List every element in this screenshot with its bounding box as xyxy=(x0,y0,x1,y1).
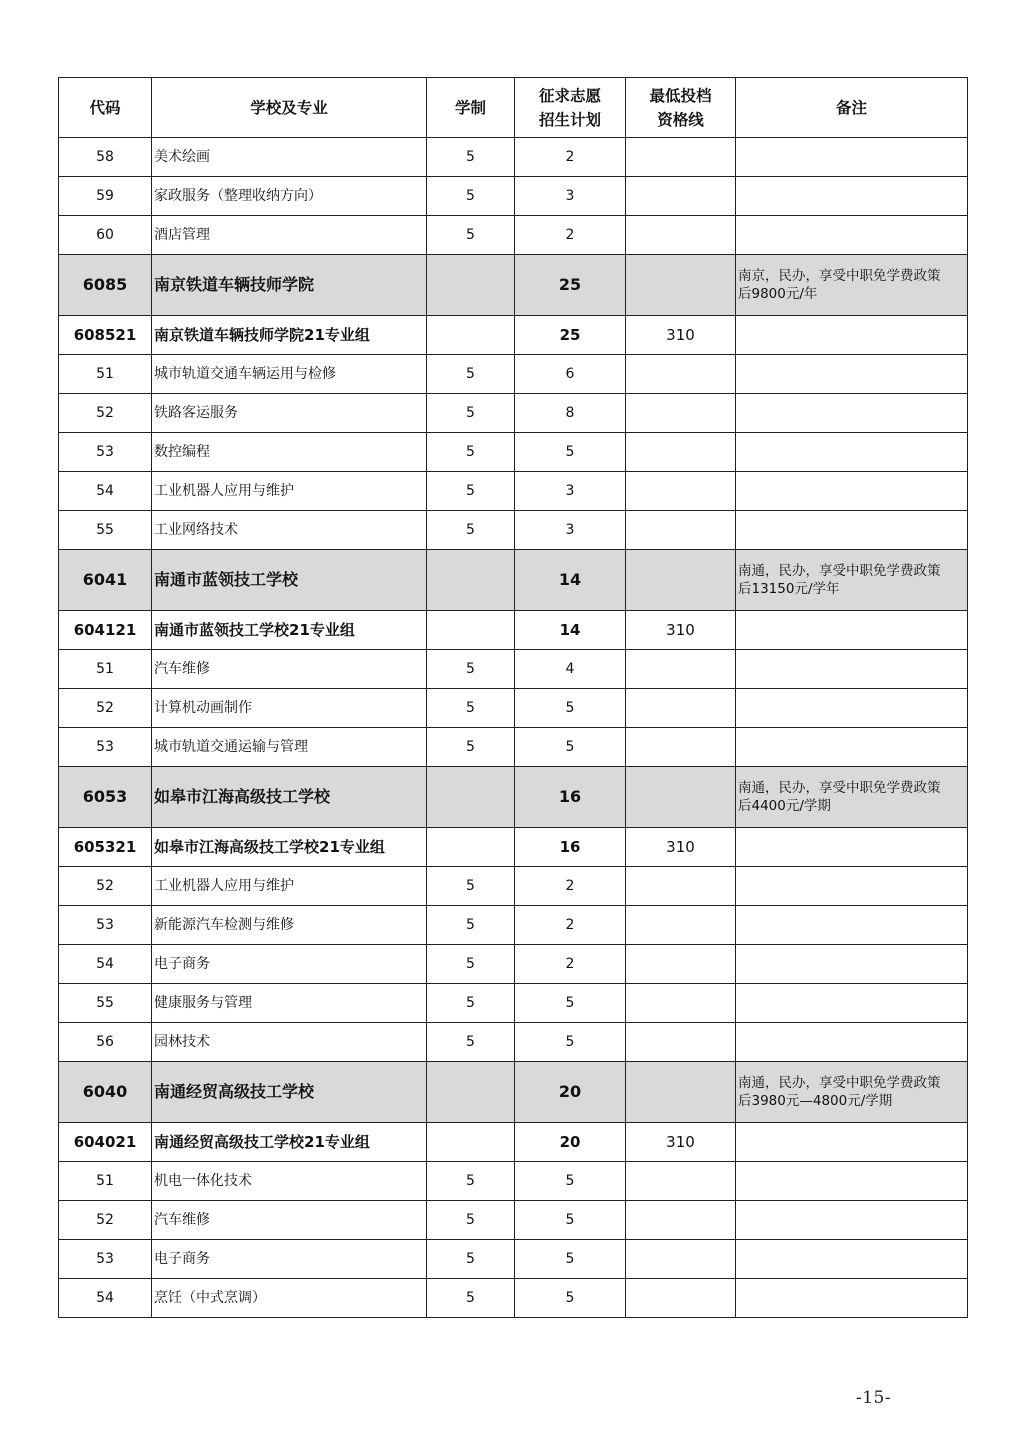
cell-score xyxy=(626,355,736,394)
cell-remark xyxy=(736,550,968,611)
cell-years: 5 xyxy=(427,433,515,472)
header-school: 学校及专业 xyxy=(152,78,427,138)
cell-score xyxy=(626,255,736,316)
cell-remark xyxy=(736,1162,968,1201)
cell-plan: 4 xyxy=(515,650,626,689)
cell-remark xyxy=(736,945,968,984)
cell-name: 如皋市江海高级技工学校21专业组 xyxy=(152,828,427,867)
header-plan-line1: 征求志愿 xyxy=(538,86,601,105)
table-body xyxy=(59,138,968,1318)
table-row xyxy=(59,1162,968,1201)
table-row xyxy=(59,394,968,433)
table-row xyxy=(59,984,968,1023)
cell-remark xyxy=(736,255,968,316)
cell-score: 310 xyxy=(626,1123,736,1162)
cell-years: 5 xyxy=(427,216,515,255)
cell-code: 58 xyxy=(59,138,152,177)
cell-code: 52 xyxy=(59,867,152,906)
cell-plan: 3 xyxy=(515,511,626,550)
group-row xyxy=(59,611,968,650)
cell-score xyxy=(626,216,736,255)
cell-score xyxy=(626,906,736,945)
cell-name: 南通经贸高级技工学校21专业组 xyxy=(152,1123,427,1162)
cell-plan: 5 xyxy=(515,1162,626,1201)
cell-code: 54 xyxy=(59,945,152,984)
cell-code: 55 xyxy=(59,984,152,1023)
cell-years: 5 xyxy=(427,1279,515,1318)
cell-remark xyxy=(736,355,968,394)
cell-name: 南京铁道车辆技师学院21专业组 xyxy=(152,316,427,355)
cell-years: 5 xyxy=(427,1162,515,1201)
table-row xyxy=(59,1201,968,1240)
remark-line: 后13150元/学年 xyxy=(738,581,840,597)
cell-name: 美术绘画 xyxy=(152,138,427,177)
remark-line: 后9800元/年 xyxy=(738,286,818,302)
cell-name: 城市轨道交通车辆运用与检修 xyxy=(152,355,427,394)
cell-remark xyxy=(736,689,968,728)
cell-years: 5 xyxy=(427,945,515,984)
cell-plan: 6 xyxy=(515,355,626,394)
cell-code: 6085 xyxy=(59,255,152,316)
cell-years: 5 xyxy=(427,1201,515,1240)
cell-plan: 20 xyxy=(515,1123,626,1162)
cell-score xyxy=(626,984,736,1023)
table-row xyxy=(59,216,968,255)
cell-score xyxy=(626,177,736,216)
cell-remark xyxy=(736,1201,968,1240)
table-row xyxy=(59,906,968,945)
cell-remark xyxy=(736,138,968,177)
group-row xyxy=(59,1123,968,1162)
cell-score xyxy=(626,1201,736,1240)
cell-code: 55 xyxy=(59,511,152,550)
cell-name: 电子商务 xyxy=(152,1240,427,1279)
cell-score xyxy=(626,1240,736,1279)
cell-years: 5 xyxy=(427,394,515,433)
cell-years: 5 xyxy=(427,984,515,1023)
table-row xyxy=(59,177,968,216)
cell-years: 5 xyxy=(427,138,515,177)
cell-score xyxy=(626,650,736,689)
cell-remark xyxy=(736,867,968,906)
cell-remark xyxy=(736,650,968,689)
cell-years xyxy=(427,255,515,316)
cell-name: 铁路客运服务 xyxy=(152,394,427,433)
cell-years: 5 xyxy=(427,867,515,906)
cell-remark xyxy=(736,767,968,828)
cell-years: 5 xyxy=(427,355,515,394)
group-row xyxy=(59,316,968,355)
cell-score xyxy=(626,728,736,767)
cell-score xyxy=(626,1023,736,1062)
cell-code: 54 xyxy=(59,1279,152,1318)
cell-name: 烹饪（中式烹调） xyxy=(152,1279,427,1318)
cell-plan: 2 xyxy=(515,216,626,255)
cell-plan: 5 xyxy=(515,1240,626,1279)
cell-remark xyxy=(736,828,968,867)
header-remark: 备注 xyxy=(736,78,968,138)
cell-years xyxy=(427,550,515,611)
cell-name: 健康服务与管理 xyxy=(152,984,427,1023)
cell-plan: 25 xyxy=(515,255,626,316)
cell-score xyxy=(626,867,736,906)
table-row xyxy=(59,355,968,394)
table-row xyxy=(59,433,968,472)
cell-score xyxy=(626,550,736,611)
header-plan-line2: 招生计划 xyxy=(538,110,601,129)
school-row xyxy=(59,255,968,316)
cell-remark xyxy=(736,316,968,355)
header-plan xyxy=(515,78,626,138)
cell-years: 5 xyxy=(427,177,515,216)
table-row xyxy=(59,689,968,728)
cell-name: 数控编程 xyxy=(152,433,427,472)
cell-years: 5 xyxy=(427,728,515,767)
cell-code: 6053 xyxy=(59,767,152,828)
cell-code: 51 xyxy=(59,355,152,394)
table-header-row xyxy=(59,78,968,138)
cell-years: 5 xyxy=(427,1240,515,1279)
cell-plan: 5 xyxy=(515,728,626,767)
cell-code: 605321 xyxy=(59,828,152,867)
table-row xyxy=(59,650,968,689)
cell-remark xyxy=(736,394,968,433)
header-code: 代码 xyxy=(59,78,152,138)
remark-line: 后3980元—4800元/学期 xyxy=(738,1093,893,1109)
cell-code: 604021 xyxy=(59,1123,152,1162)
cell-code: 52 xyxy=(59,689,152,728)
header-score-line1: 最低投档 xyxy=(649,86,712,105)
cell-score: 310 xyxy=(626,316,736,355)
header-score xyxy=(626,78,736,138)
cell-plan: 5 xyxy=(515,1279,626,1318)
remark-line: 后4400元/学期 xyxy=(738,798,831,814)
cell-remark xyxy=(736,728,968,767)
cell-remark xyxy=(736,1279,968,1318)
cell-plan: 3 xyxy=(515,472,626,511)
cell-plan: 2 xyxy=(515,138,626,177)
cell-remark xyxy=(736,984,968,1023)
cell-score xyxy=(626,433,736,472)
cell-score xyxy=(626,767,736,828)
cell-years xyxy=(427,1062,515,1123)
cell-score xyxy=(626,394,736,433)
cell-code: 56 xyxy=(59,1023,152,1062)
table-row xyxy=(59,1279,968,1318)
group-row xyxy=(59,828,968,867)
cell-plan: 5 xyxy=(515,984,626,1023)
remark-line: 南京，民办，享受中职免学费政策 xyxy=(738,268,941,284)
cell-years: 5 xyxy=(427,689,515,728)
cell-remark xyxy=(736,611,968,650)
cell-plan: 20 xyxy=(515,1062,626,1123)
table-row xyxy=(59,1240,968,1279)
cell-code: 6041 xyxy=(59,550,152,611)
cell-code: 6040 xyxy=(59,1062,152,1123)
header-score-line2: 资格线 xyxy=(657,110,704,129)
cell-score xyxy=(626,1062,736,1123)
cell-name: 电子商务 xyxy=(152,945,427,984)
cell-plan: 5 xyxy=(515,433,626,472)
school-row xyxy=(59,767,968,828)
cell-score xyxy=(626,1162,736,1201)
cell-name: 新能源汽车检测与维修 xyxy=(152,906,427,945)
cell-score xyxy=(626,689,736,728)
cell-score: 310 xyxy=(626,828,736,867)
cell-code: 53 xyxy=(59,728,152,767)
cell-name: 工业网络技术 xyxy=(152,511,427,550)
cell-name: 计算机动画制作 xyxy=(152,689,427,728)
table-row xyxy=(59,728,968,767)
table-row xyxy=(59,472,968,511)
cell-plan: 5 xyxy=(515,1023,626,1062)
cell-score xyxy=(626,472,736,511)
cell-name: 工业机器人应用与维护 xyxy=(152,867,427,906)
cell-name: 园林技术 xyxy=(152,1023,427,1062)
cell-code: 51 xyxy=(59,650,152,689)
cell-score: 310 xyxy=(626,611,736,650)
cell-plan: 16 xyxy=(515,828,626,867)
admissions-table xyxy=(58,77,968,1318)
cell-code: 59 xyxy=(59,177,152,216)
cell-code: 60 xyxy=(59,216,152,255)
cell-years xyxy=(427,1123,515,1162)
cell-remark xyxy=(736,1023,968,1062)
cell-plan: 25 xyxy=(515,316,626,355)
cell-code: 52 xyxy=(59,394,152,433)
cell-name: 如皋市江海高级技工学校 xyxy=(152,767,427,828)
cell-plan: 16 xyxy=(515,767,626,828)
cell-name: 机电一体化技术 xyxy=(152,1162,427,1201)
cell-remark xyxy=(736,177,968,216)
cell-years: 5 xyxy=(427,1023,515,1062)
remark-line: 南通，民办，享受中职免学费政策 xyxy=(738,1075,941,1091)
cell-years: 5 xyxy=(427,650,515,689)
cell-name: 汽车维修 xyxy=(152,650,427,689)
remark-line: 南通，民办，享受中职免学费政策 xyxy=(738,780,941,796)
cell-years xyxy=(427,611,515,650)
cell-remark xyxy=(736,433,968,472)
cell-years: 5 xyxy=(427,906,515,945)
cell-name: 南通市蓝领技工学校 xyxy=(152,550,427,611)
cell-code: 53 xyxy=(59,433,152,472)
cell-code: 53 xyxy=(59,1240,152,1279)
cell-score xyxy=(626,945,736,984)
cell-code: 54 xyxy=(59,472,152,511)
cell-remark xyxy=(736,216,968,255)
cell-plan: 14 xyxy=(515,611,626,650)
page-number: -15- xyxy=(856,1388,892,1408)
table-row xyxy=(59,1023,968,1062)
cell-remark xyxy=(736,1062,968,1123)
cell-name: 酒店管理 xyxy=(152,216,427,255)
cell-code: 608521 xyxy=(59,316,152,355)
cell-years xyxy=(427,316,515,355)
cell-code: 52 xyxy=(59,1201,152,1240)
cell-remark xyxy=(736,1240,968,1279)
cell-years xyxy=(427,767,515,828)
cell-remark xyxy=(736,511,968,550)
table-row xyxy=(59,867,968,906)
cell-plan: 14 xyxy=(515,550,626,611)
cell-name: 汽车维修 xyxy=(152,1201,427,1240)
cell-remark xyxy=(736,472,968,511)
cell-score xyxy=(626,138,736,177)
cell-remark xyxy=(736,1123,968,1162)
school-row xyxy=(59,1062,968,1123)
header-years: 学制 xyxy=(427,78,515,138)
cell-plan: 8 xyxy=(515,394,626,433)
cell-name: 南通市蓝领技工学校21专业组 xyxy=(152,611,427,650)
cell-plan: 2 xyxy=(515,867,626,906)
cell-plan: 3 xyxy=(515,177,626,216)
cell-code: 604121 xyxy=(59,611,152,650)
cell-remark xyxy=(736,906,968,945)
cell-plan: 2 xyxy=(515,906,626,945)
school-row xyxy=(59,550,968,611)
cell-name: 南京铁道车辆技师学院 xyxy=(152,255,427,316)
cell-score xyxy=(626,511,736,550)
cell-years: 5 xyxy=(427,511,515,550)
cell-plan: 2 xyxy=(515,945,626,984)
cell-years xyxy=(427,828,515,867)
table-row xyxy=(59,138,968,177)
cell-plan: 5 xyxy=(515,689,626,728)
table-row xyxy=(59,945,968,984)
cell-years: 5 xyxy=(427,472,515,511)
cell-name: 家政服务（整理收纳方向） xyxy=(152,177,427,216)
cell-score xyxy=(626,1279,736,1318)
remark-line: 南通，民办，享受中职免学费政策 xyxy=(738,563,941,579)
cell-code: 53 xyxy=(59,906,152,945)
cell-name: 城市轨道交通运输与管理 xyxy=(152,728,427,767)
table-row xyxy=(59,511,968,550)
cell-name: 工业机器人应用与维护 xyxy=(152,472,427,511)
cell-plan: 5 xyxy=(515,1201,626,1240)
cell-name: 南通经贸高级技工学校 xyxy=(152,1062,427,1123)
cell-code: 51 xyxy=(59,1162,152,1201)
